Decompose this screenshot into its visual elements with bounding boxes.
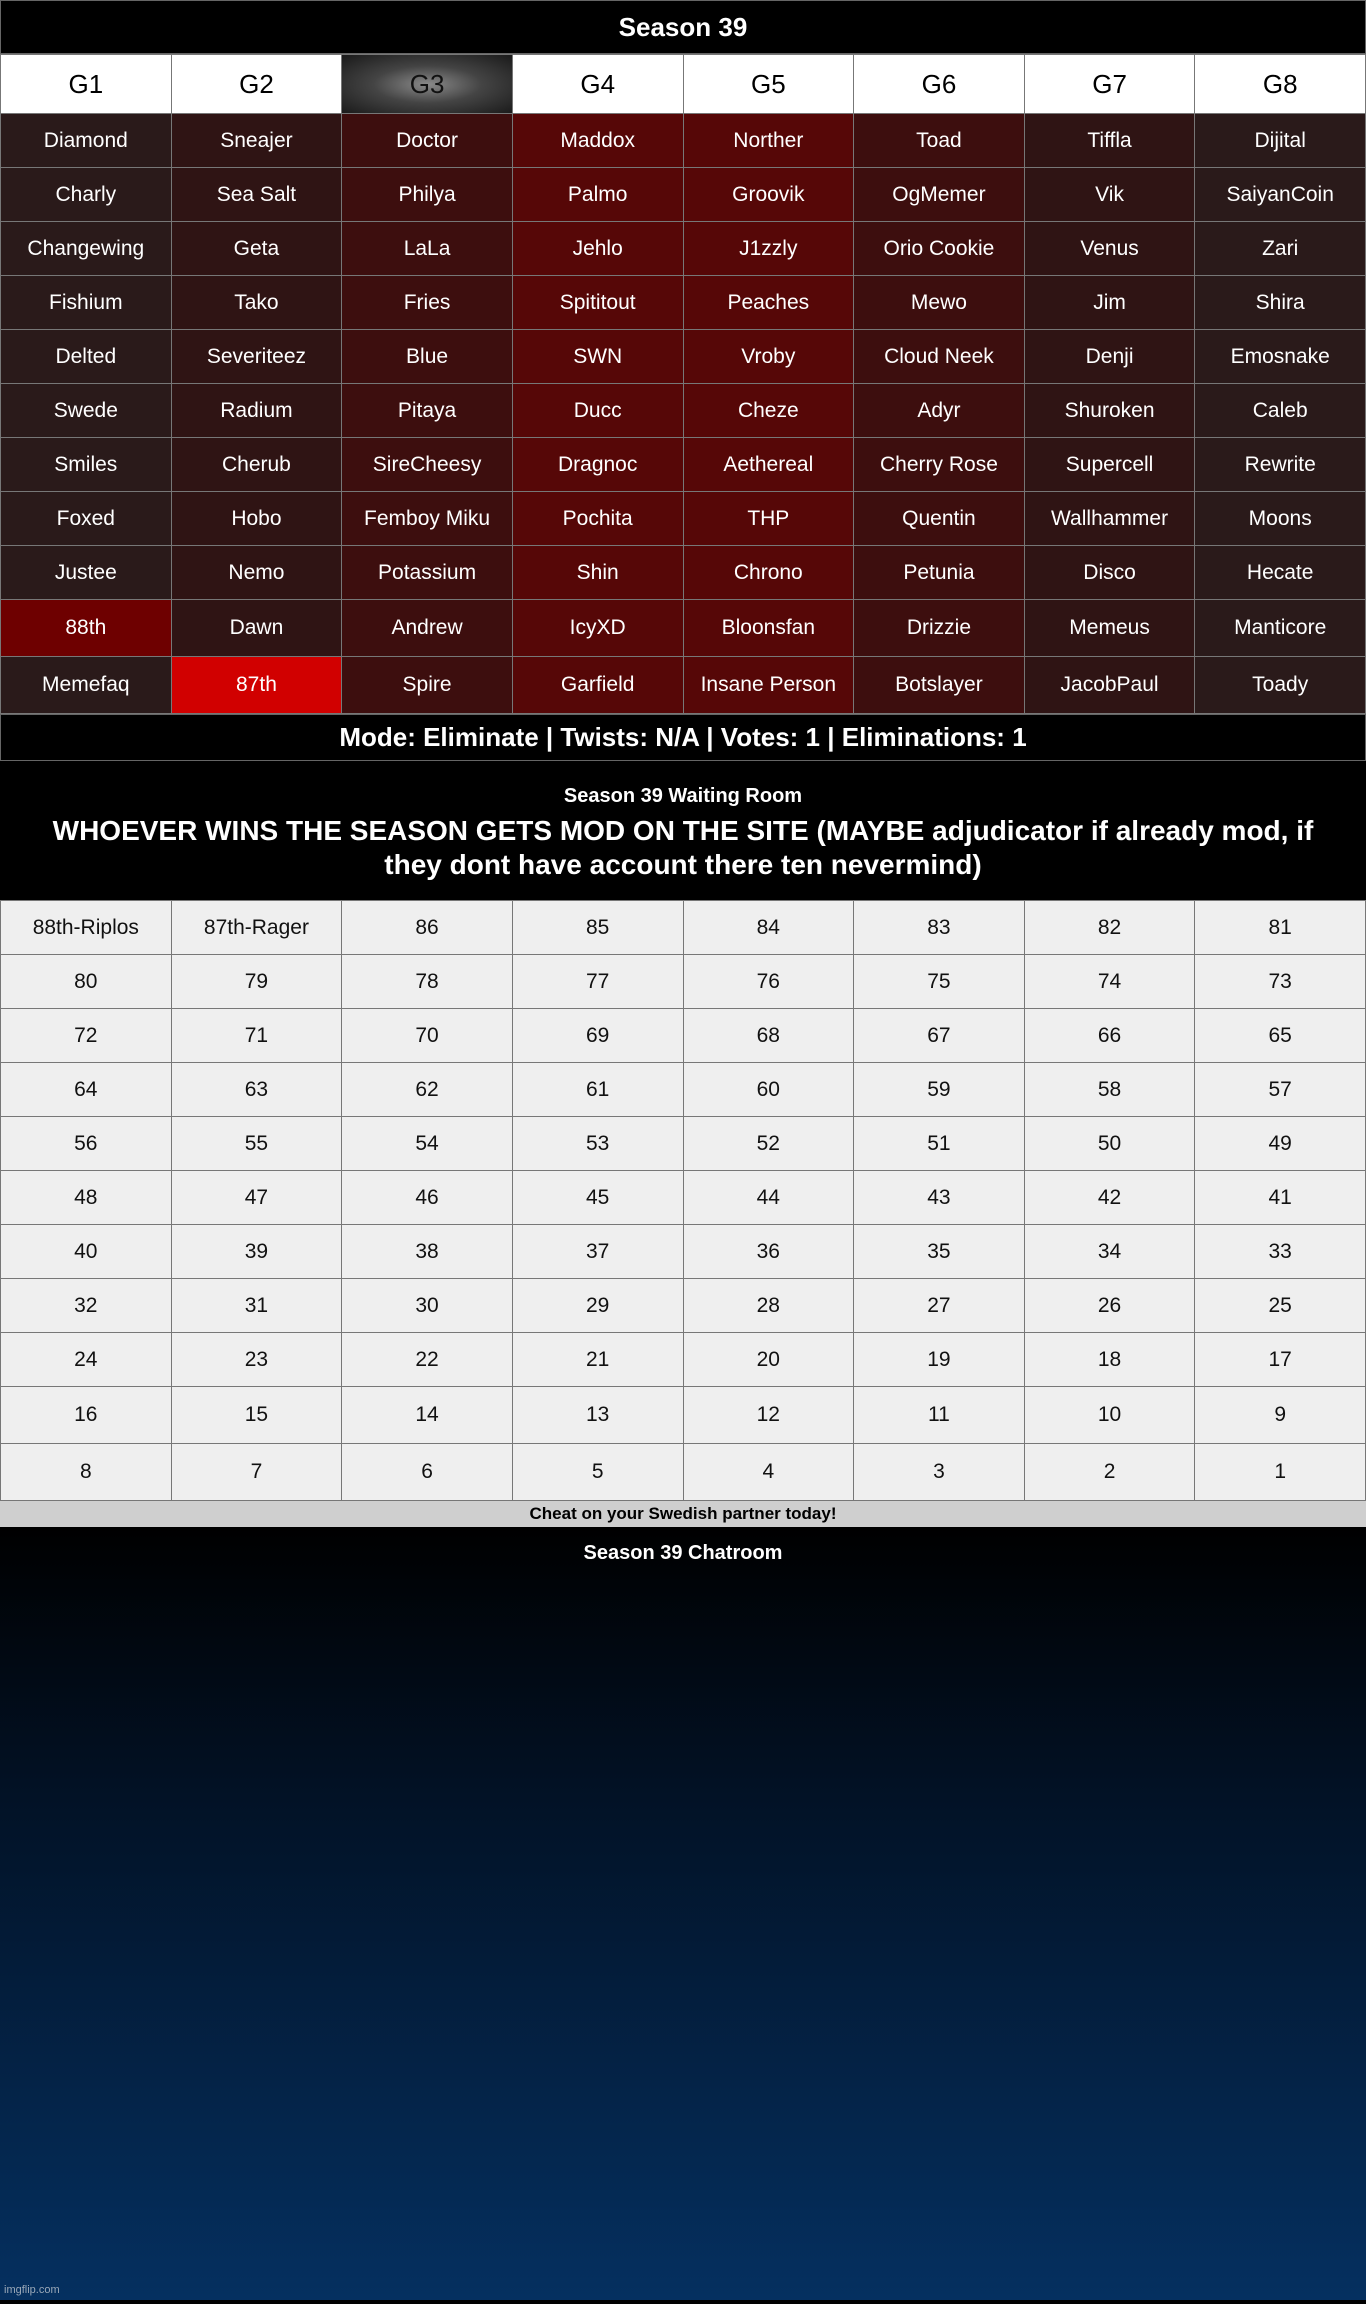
- placement-cell: 79: [171, 955, 342, 1009]
- placement-cell: 67: [854, 1009, 1025, 1063]
- placement-cell: 36: [683, 1225, 854, 1279]
- group-tab-g1[interactable]: G1: [1, 55, 172, 114]
- player-cell: Moons: [1195, 492, 1366, 546]
- placement-cell: 16: [1, 1387, 172, 1444]
- placement-row: [1, 901, 1366, 955]
- placement-row: [1, 1225, 1366, 1279]
- player-cell: THP: [683, 492, 854, 546]
- placement-cell: 2: [1024, 1444, 1195, 1501]
- player-cell: Quentin: [854, 492, 1025, 546]
- player-cell: Cherry Rose: [854, 438, 1025, 492]
- player-cell: Smiles: [1, 438, 172, 492]
- player-cell: Pochita: [512, 492, 683, 546]
- placement-cell: 44: [683, 1171, 854, 1225]
- player-cell: Dijital: [1195, 114, 1366, 168]
- player-cell: Mewo: [854, 276, 1025, 330]
- player-cell: Jehlo: [512, 222, 683, 276]
- mode-status-bar: Mode: Eliminate | Twists: N/A | Votes: 1 | Eliminations: 1: [0, 714, 1366, 761]
- placement-cell: 55: [171, 1117, 342, 1171]
- player-cell: Tiffla: [1024, 114, 1195, 168]
- placement-cell: 43: [854, 1171, 1025, 1225]
- season-title: Season 39: [0, 0, 1366, 54]
- player-cell: Fries: [342, 276, 513, 330]
- player-row: [1, 438, 1366, 492]
- player-cell: Spire: [342, 657, 513, 714]
- player-cell: Swede: [1, 384, 172, 438]
- player-row: [1, 600, 1366, 657]
- player-cell: Botslayer: [854, 657, 1025, 714]
- player-cell: Drizzie: [854, 600, 1025, 657]
- group-tab-g5[interactable]: G5: [683, 55, 854, 114]
- placement-cell: 45: [512, 1171, 683, 1225]
- chatroom-panel: [0, 1527, 1366, 2300]
- placement-cell: 14: [342, 1387, 513, 1444]
- placement-cell: 3: [854, 1444, 1025, 1501]
- player-cell: SireCheesy: [342, 438, 513, 492]
- player-cell: Memefaq: [1, 657, 172, 714]
- player-cell: Chrono: [683, 546, 854, 600]
- placement-cell: 11: [854, 1387, 1025, 1444]
- group-tab-g8[interactable]: G8: [1195, 55, 1366, 114]
- group-tab-g6[interactable]: G6: [854, 55, 1025, 114]
- player-cell: Orio Cookie: [854, 222, 1025, 276]
- player-cell: Toad: [854, 114, 1025, 168]
- placement-cell: 84: [683, 901, 854, 955]
- group-tab-g3[interactable]: G3: [342, 55, 513, 114]
- player-cell: Rewrite: [1195, 438, 1366, 492]
- player-cell: Shuroken: [1024, 384, 1195, 438]
- player-cell: Blue: [342, 330, 513, 384]
- announcement-text: WHOEVER WINS THE SEASON GETS MOD ON THE SITE (MAYBE adjudicator if already mod, if they dont have account there ten nevermind): [52, 815, 1314, 880]
- placement-cell: 77: [512, 955, 683, 1009]
- placement-cell: 52: [683, 1117, 854, 1171]
- player-cell: J1zzly: [683, 222, 854, 276]
- placement-cell: 17: [1195, 1333, 1366, 1387]
- placement-cell: 7: [171, 1444, 342, 1501]
- placement-cell: 28: [683, 1279, 854, 1333]
- player-cell: Doctor: [342, 114, 513, 168]
- placement-cell: 65: [1195, 1009, 1366, 1063]
- placement-cell: 12: [683, 1387, 854, 1444]
- player-cell: Geta: [171, 222, 342, 276]
- placement-cell: 70: [342, 1009, 513, 1063]
- player-cell: Pitaya: [342, 384, 513, 438]
- player-cell: Groovik: [683, 168, 854, 222]
- player-cell: Potassium: [342, 546, 513, 600]
- player-row: [1, 492, 1366, 546]
- player-cell: Charly: [1, 168, 172, 222]
- placement-cell: 64: [1, 1063, 172, 1117]
- player-cell: Justee: [1, 546, 172, 600]
- placement-cell: 72: [1, 1009, 172, 1063]
- placement-cell: 8: [1, 1444, 172, 1501]
- player-cell: Nemo: [171, 546, 342, 600]
- player-cell: Severiteez: [171, 330, 342, 384]
- placement-row: [1, 1444, 1366, 1501]
- player-cell: Vik: [1024, 168, 1195, 222]
- player-cell: Insane Person: [683, 657, 854, 714]
- player-cell: Delted: [1, 330, 172, 384]
- player-cell: SWN: [512, 330, 683, 384]
- waiting-room-header: [0, 761, 1366, 900]
- player-cell: Memeus: [1024, 600, 1195, 657]
- placement-cell: 27: [854, 1279, 1025, 1333]
- placement-cell: 21: [512, 1333, 683, 1387]
- placement-cell: 60: [683, 1063, 854, 1117]
- player-row: [1, 384, 1366, 438]
- player-cell: Adyr: [854, 384, 1025, 438]
- placement-cell: 69: [512, 1009, 683, 1063]
- placement-cell: 61: [512, 1063, 683, 1117]
- placement-cell: 33: [1195, 1225, 1366, 1279]
- group-header-row: [1, 55, 1366, 114]
- placement-cell: 73: [1195, 955, 1366, 1009]
- placement-cell: 30: [342, 1279, 513, 1333]
- player-cell: JacobPaul: [1024, 657, 1195, 714]
- player-row: [1, 330, 1366, 384]
- placement-row: [1, 1171, 1366, 1225]
- player-cell: Venus: [1024, 222, 1195, 276]
- placement-cell: 62: [342, 1063, 513, 1117]
- player-cell: 87th: [171, 657, 342, 714]
- player-cell: Fishium: [1, 276, 172, 330]
- player-cell: Shira: [1195, 276, 1366, 330]
- player-cell: Supercell: [1024, 438, 1195, 492]
- player-cell: SaiyanCoin: [1195, 168, 1366, 222]
- placement-cell: 63: [171, 1063, 342, 1117]
- placement-cell: 6: [342, 1444, 513, 1501]
- placement-cell: 87th-Rager: [171, 901, 342, 955]
- player-cell: Vroby: [683, 330, 854, 384]
- player-row: [1, 168, 1366, 222]
- player-cell: Dawn: [171, 600, 342, 657]
- player-cell: Toady: [1195, 657, 1366, 714]
- placement-cell: 1: [1195, 1444, 1366, 1501]
- placement-cell: 38: [342, 1225, 513, 1279]
- placement-row: [1, 1117, 1366, 1171]
- placement-cell: 15: [171, 1387, 342, 1444]
- player-cell: Hecate: [1195, 546, 1366, 600]
- placement-cell: 42: [1024, 1171, 1195, 1225]
- player-cell: Caleb: [1195, 384, 1366, 438]
- placement-cell: 56: [1, 1117, 172, 1171]
- placement-row: [1, 1009, 1366, 1063]
- placement-cell: 25: [1195, 1279, 1366, 1333]
- player-cell: Denji: [1024, 330, 1195, 384]
- player-cell: Aethereal: [683, 438, 854, 492]
- footer-tagline: Cheat on your Swedish partner today!: [0, 1501, 1366, 1527]
- group-tab-g4[interactable]: G4: [512, 55, 683, 114]
- placement-cell: 34: [1024, 1225, 1195, 1279]
- player-cell: Cheze: [683, 384, 854, 438]
- player-cell: OgMemer: [854, 168, 1025, 222]
- placement-cell: 20: [683, 1333, 854, 1387]
- player-cell: Disco: [1024, 546, 1195, 600]
- player-cell: Jim: [1024, 276, 1195, 330]
- placement-cell: 86: [342, 901, 513, 955]
- placement-cell: 88th-Riplos: [1, 901, 172, 955]
- player-cell: Tako: [171, 276, 342, 330]
- player-row: [1, 546, 1366, 600]
- group-tab-g7[interactable]: G7: [1024, 55, 1195, 114]
- placement-cell: 40: [1, 1225, 172, 1279]
- player-row: [1, 114, 1366, 168]
- watermark: imgflip.com: [4, 2284, 60, 2296]
- placement-row: [1, 1333, 1366, 1387]
- placement-cell: 10: [1024, 1387, 1195, 1444]
- player-cell: Sneajer: [171, 114, 342, 168]
- player-cell: Femboy Miku: [342, 492, 513, 546]
- player-cell: Manticore: [1195, 600, 1366, 657]
- placement-cell: 46: [342, 1171, 513, 1225]
- placement-cell: 81: [1195, 901, 1366, 955]
- placement-cell: 58: [1024, 1063, 1195, 1117]
- placement-cell: 31: [171, 1279, 342, 1333]
- placement-cell: 71: [171, 1009, 342, 1063]
- placement-cell: 47: [171, 1171, 342, 1225]
- player-cell: Wallhammer: [1024, 492, 1195, 546]
- placement-cell: 54: [342, 1117, 513, 1171]
- placement-cell: 78: [342, 955, 513, 1009]
- placement-cell: 75: [854, 955, 1025, 1009]
- placement-cell: 85: [512, 901, 683, 955]
- placement-cell: 50: [1024, 1117, 1195, 1171]
- placement-cell: 80: [1, 955, 172, 1009]
- placement-cell: 41: [1195, 1171, 1366, 1225]
- placement-cell: 29: [512, 1279, 683, 1333]
- player-grid: [0, 54, 1366, 714]
- placement-cell: 74: [1024, 955, 1195, 1009]
- group-tab-g2[interactable]: G2: [171, 55, 342, 114]
- player-cell: Cherub: [171, 438, 342, 492]
- player-cell: Hobo: [171, 492, 342, 546]
- placement-cell: 35: [854, 1225, 1025, 1279]
- chatroom-title: Season 39 Chatroom: [583, 1542, 783, 1564]
- player-row: [1, 657, 1366, 714]
- placement-row: [1, 1387, 1366, 1444]
- placement-cell: 82: [1024, 901, 1195, 955]
- placement-cell: 68: [683, 1009, 854, 1063]
- player-cell: Foxed: [1, 492, 172, 546]
- placement-cell: 26: [1024, 1279, 1195, 1333]
- placement-row: [1, 1279, 1366, 1333]
- placement-cell: 19: [854, 1333, 1025, 1387]
- placement-cell: 51: [854, 1117, 1025, 1171]
- player-cell: 88th: [1, 600, 172, 657]
- player-cell: Zari: [1195, 222, 1366, 276]
- player-cell: Spititout: [512, 276, 683, 330]
- player-cell: LaLa: [342, 222, 513, 276]
- placement-cell: 4: [683, 1444, 854, 1501]
- placement-cell: 9: [1195, 1387, 1366, 1444]
- player-cell: IcyXD: [512, 600, 683, 657]
- placement-cell: 37: [512, 1225, 683, 1279]
- placement-cell: 24: [1, 1333, 172, 1387]
- player-row: [1, 222, 1366, 276]
- waiting-room-grid: [0, 900, 1366, 1501]
- placement-cell: 23: [171, 1333, 342, 1387]
- placement-cell: 22: [342, 1333, 513, 1387]
- player-cell: Peaches: [683, 276, 854, 330]
- placement-row: [1, 955, 1366, 1009]
- placement-cell: 83: [854, 901, 1025, 955]
- player-cell: Shin: [512, 546, 683, 600]
- placement-cell: 57: [1195, 1063, 1366, 1117]
- placement-cell: 53: [512, 1117, 683, 1171]
- placement-cell: 13: [512, 1387, 683, 1444]
- player-cell: Radium: [171, 384, 342, 438]
- placement-cell: 59: [854, 1063, 1025, 1117]
- player-cell: Philya: [342, 168, 513, 222]
- player-cell: Cloud Neek: [854, 330, 1025, 384]
- player-cell: Dragnoc: [512, 438, 683, 492]
- player-cell: Changewing: [1, 222, 172, 276]
- player-cell: Palmo: [512, 168, 683, 222]
- placement-cell: 48: [1, 1171, 172, 1225]
- placement-cell: 39: [171, 1225, 342, 1279]
- player-row: [1, 276, 1366, 330]
- player-cell: Diamond: [1, 114, 172, 168]
- placement-cell: 5: [512, 1444, 683, 1501]
- player-cell: Sea Salt: [171, 168, 342, 222]
- placement-cell: 18: [1024, 1333, 1195, 1387]
- placement-cell: 49: [1195, 1117, 1366, 1171]
- placement-cell: 76: [683, 955, 854, 1009]
- placement-cell: 66: [1024, 1009, 1195, 1063]
- player-cell: Maddox: [512, 114, 683, 168]
- placement-row: [1, 1063, 1366, 1117]
- placement-cell: 32: [1, 1279, 172, 1333]
- player-cell: Petunia: [854, 546, 1025, 600]
- player-cell: Bloonsfan: [683, 600, 854, 657]
- player-cell: Garfield: [512, 657, 683, 714]
- player-cell: Ducc: [512, 384, 683, 438]
- player-cell: Andrew: [342, 600, 513, 657]
- player-cell: Emosnake: [1195, 330, 1366, 384]
- waiting-room-title: Season 39 Waiting Room: [563, 785, 803, 807]
- player-cell: Norther: [683, 114, 854, 168]
